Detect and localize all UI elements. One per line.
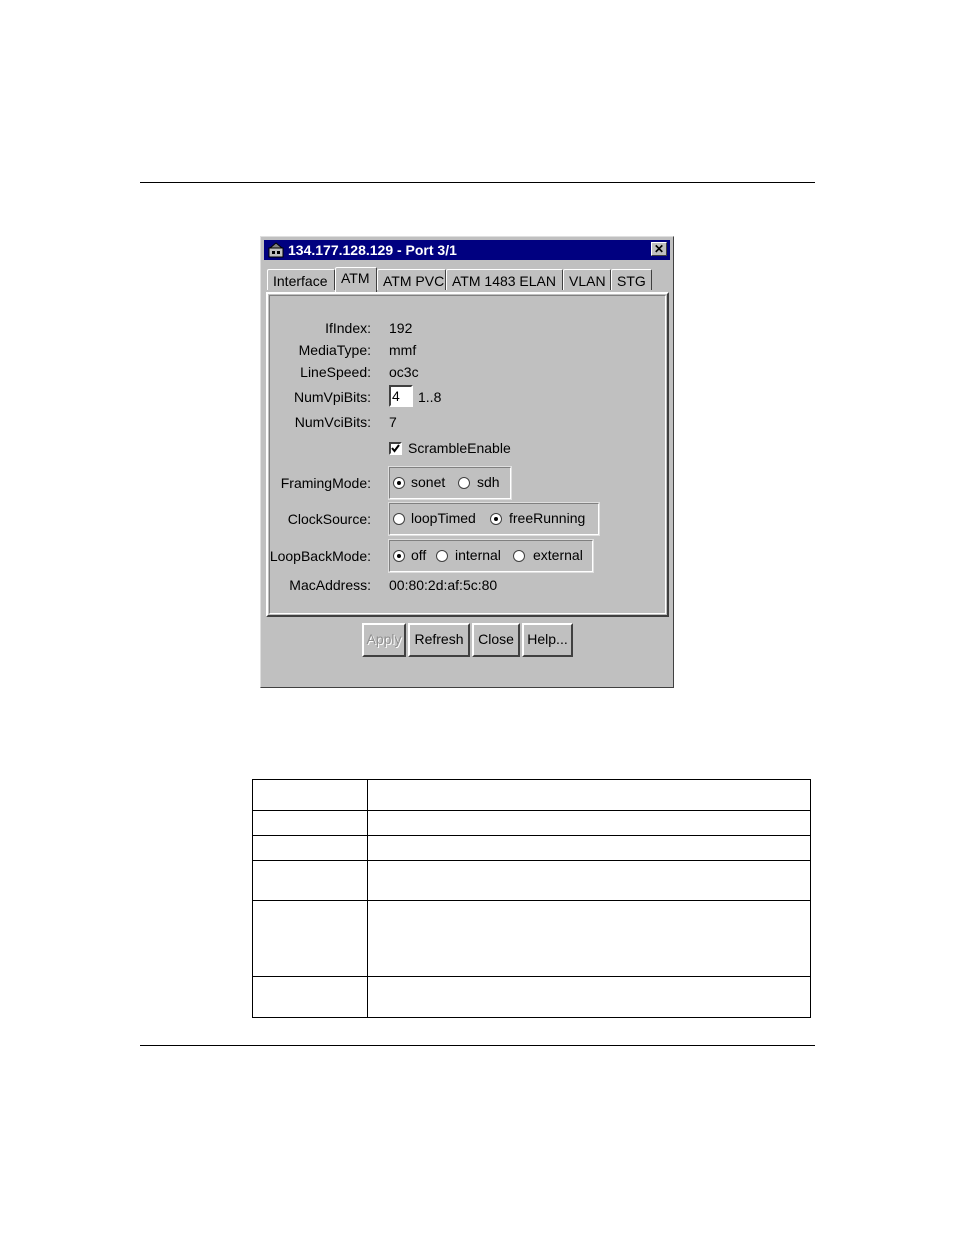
framing-sdh-label: sdh [477,474,500,490]
table-row [253,811,811,836]
table-row [253,861,811,901]
tab-atm[interactable]: ATM [335,267,377,292]
clocksource-label: ClockSource: [287,511,371,527]
clocksource-group [389,503,599,535]
refresh-button[interactable]: Refresh [408,623,470,657]
tab-atm-1483-elan[interactable]: ATM 1483 ELAN [446,269,563,290]
numvcibits-label: NumVciBits: [294,414,371,430]
help-button[interactable]: Help... [522,623,573,657]
table-row [253,977,811,1018]
framing-sonet-radio[interactable] [393,477,405,489]
mediatype-value: mmf [389,342,417,358]
loopback-off-radio[interactable] [393,550,405,562]
linespeed-value: oc3c [389,364,419,380]
framingmode-group [389,467,511,499]
mediatype-label: MediaType: [298,342,371,358]
loopback-off-label: off [411,547,427,563]
macaddress-label: MacAddress: [289,577,371,593]
numvpibits-label: NumVpiBits: [293,389,371,405]
tab-stg[interactable]: STG [611,269,652,290]
scramble-checkbox[interactable] [389,442,402,455]
port-dialog [260,236,674,688]
loopback-internal-radio[interactable] [436,550,448,562]
ifindex-value: 192 [389,320,413,336]
title-bar[interactable] [264,240,670,260]
clock-freerunning-radio[interactable] [490,513,502,525]
table-row [253,836,811,861]
numvpibits-range: 1..8 [418,389,442,405]
checkmark-icon [391,444,400,453]
ifindex-label: IfIndex: [325,320,371,336]
apply-button[interactable]: Apply [362,623,406,657]
loopback-external-radio[interactable] [513,550,525,562]
bottom-rule [140,1045,815,1046]
table-row [253,780,811,811]
numvpibits-input[interactable]: 4 [389,385,413,407]
tab-interface[interactable]: Interface [267,269,335,290]
scramble-label: ScrambleEnable [408,440,511,456]
numvcibits-value: 7 [389,414,397,430]
description-table [252,779,811,1018]
window-title: 134.177.128.129 - Port 3/1 [288,242,457,258]
clock-looptimed-radio[interactable] [393,513,405,525]
tab-vlan[interactable]: VLAN [563,269,611,290]
framing-sdh-radio[interactable] [458,477,470,489]
close-icon[interactable]: ✕ [651,242,667,256]
tab-atm-pvc[interactable]: ATM PVC [377,269,446,290]
loopbackmode-label: LoopBackMode: [269,548,371,564]
clock-looptimed-label: loopTimed [411,510,476,526]
linespeed-label: LineSpeed: [300,364,371,380]
network-device-icon [268,242,284,258]
table-row [253,901,811,977]
loopback-internal-label: internal [455,547,501,563]
macaddress-value: 00:80:2d:af:5c:80 [389,577,498,593]
framingmode-label: FramingMode: [280,475,371,491]
top-rule [140,182,815,183]
loopback-external-label: external [533,547,583,563]
loopbackmode-group [389,540,593,572]
close-button[interactable]: Close [472,623,520,657]
framing-sonet-label: sonet [411,474,446,490]
atm-panel [266,292,669,617]
clock-freerunning-label: freeRunning [509,510,586,526]
